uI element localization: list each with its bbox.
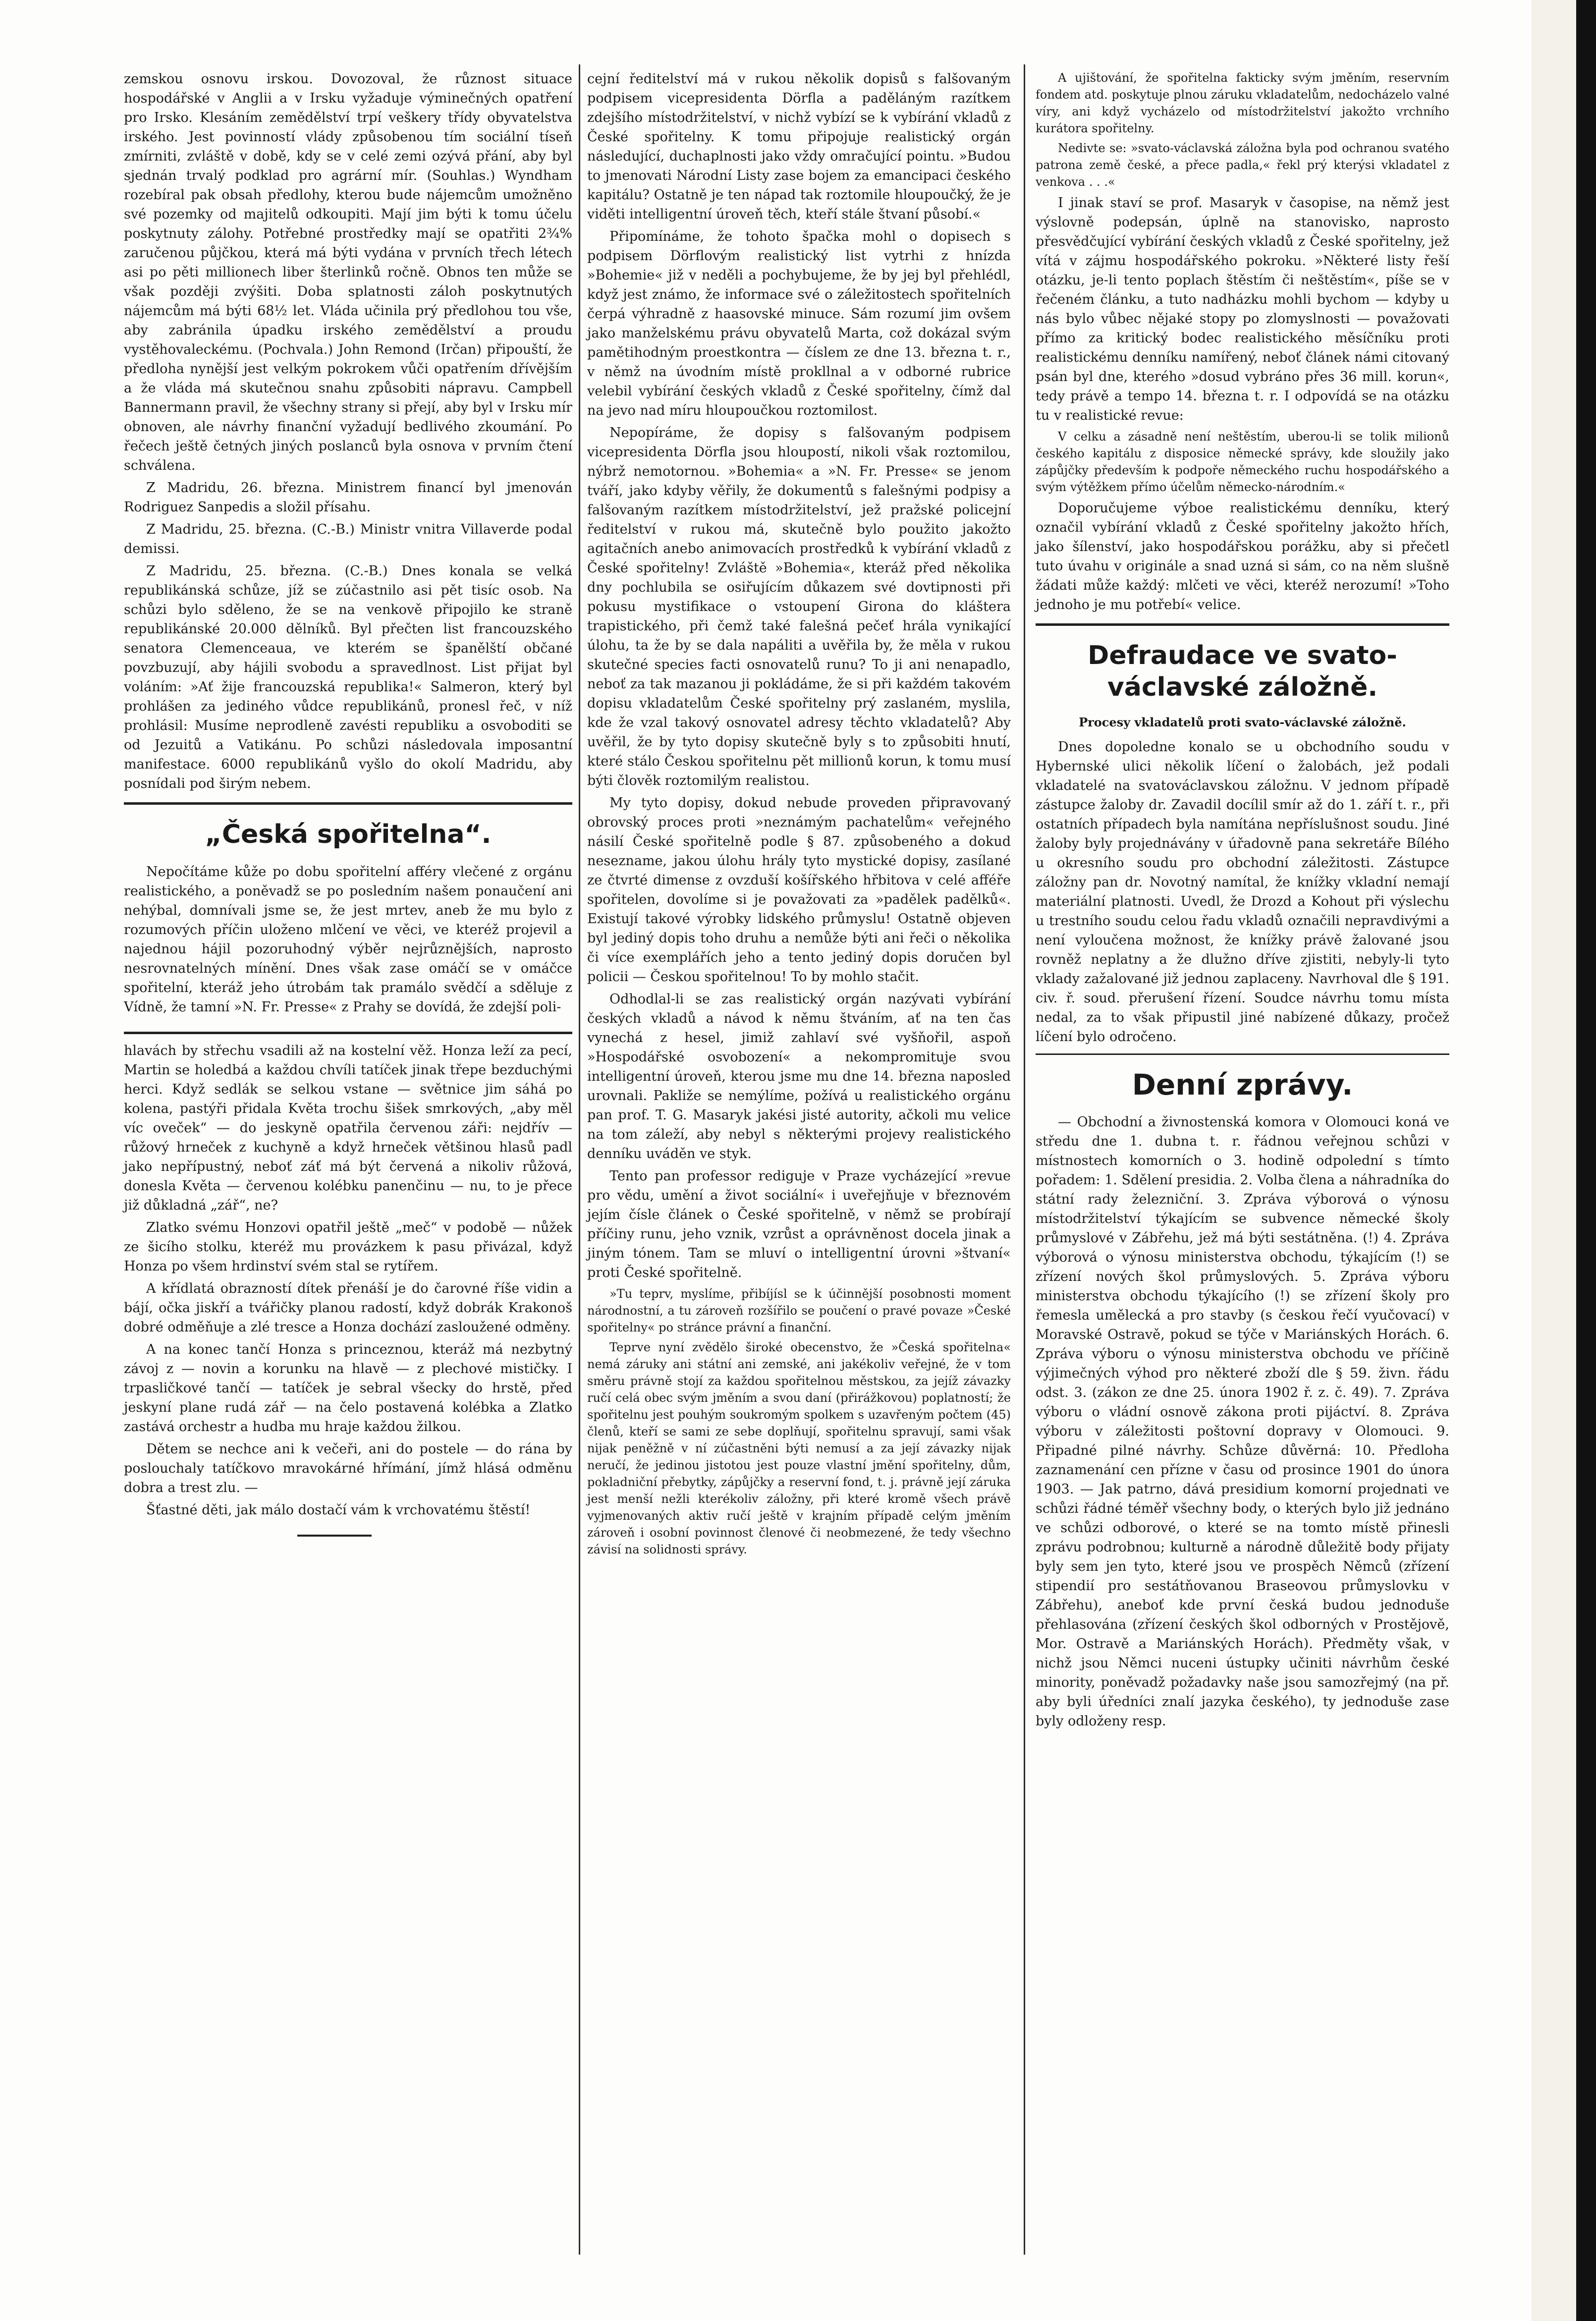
news-para: — Obchodní a živnostenská komora v Olomouci koná ve středu dne 1. dubna t. r. řádnou veřejnou schůzi v místnostech komorních o 3. hodině odpolední s tímto pořadem: 1. Sdělení presidia. 2. Volba člena a náhradníka do státní rady železniční. 3. Zpráva výborová o výnosu místodržitelství týkajícím se subvence německé školy průmyslové v Zábřehu, jež má býti sestátněna. (!) 4. Zpráva výborová o výnosu ministerstva obchodu, týkajícím (!) se zřízení nových škol průmyslových. 5. Zpráva výboru ministerstva obchodu týkajícího (!) se zřízení školy pro řemesla umělecká a pro stavby (s českou řečí vyučovací) v Moravské Ostravě, pokud se týče v Mariánských Horách. 6. Zpráva výboru o výnosu ministerstva obchodu ve příčině výjimečných výhod pro některé zboží dle § 59. živn. řádu odst. 3. (zákon ze dne 25. února 1902 ř. z. č. 49). 7. Zpráva výboru o vládní osnově zákona proti pijáctví. 8. Zpráva výboru v záležitosti poštovní dopravy v Olomouci. 9. Připadné pilné návrhy. Schůze důvěrná: 10. Předloha zaznamenání cen přízne v času od prosince 1901 do února 1903. — Jak patrno, dává presidium komorní projednati ve schůzi řádné téměř všechny body, o kterých bylo již jednáno ve schůzi odborové, o které se na tomto místě přinesli zprávu podrobnou; kulturně a národně důležitě body přijaty byly sem jen tyto, které jsou ve prospěch Němců (zřízení stipendií pro sestátňovanou Braseovou průmyslovku v Zábřehu), aneboť kde první česká budou jednoduše přehlasována (zřízení českých škol odborných v Prostějově, Mor. Ostravě a Mariánských Horách). Předměty však, v nichž jsou Němci nuceni ústupky učiniti návrhům české minority, poněvadž požadavky naše jsou samozřejmý (na př. aby byli úředníci znalí jazyka českého), ty jednoduše zase byly odloženy resp. — [1036, 1114, 1449, 1729]
feuilleton-para: A křídlatá obrazností dítek přenáší je do čarovné říše vidin a bájí, očka jiskří a tvářičky planou radostí, když dobrák Krakonoš dobré odměňuje a zlé tresce a Honza dochází zasloužené odměny. — [124, 1281, 572, 1335]
news-madrid-1: Z Madridu, 26. března. Ministrem financí byl jmenován Rodriguez Sanpedis a složil přísahu. — [124, 480, 572, 515]
article-para: Odhodlal-li se zas realistický orgán nazývati vybírání českých vkladů a návod k němu štváním, ať na ten čas vynechá z hesel, jimiž zahlaví své vyšňořil, aspoň »Hospodářské osvobození« a nekompromituje svou intelligentní úroveň, kterou jsme mu dne 14. března naposled urovnali. Pakliže se nemýlíme, požívá u realistického orgánu pan prof. T. G. Masaryk jakési jisté autority, ačkoli mu velice na tom záleží, aby nebyl s některými projevy realistického denníku uváděn ve styk. — [587, 992, 1011, 1161]
subheading-procesy: Procesy vkladatelů proti svato-václavské záložně. — [1079, 715, 1406, 729]
article-ireland: zemskou osnovu irskou. Dovozoval, že různost situace hospodářské v Anglii a v Irsku vyžaduje výminečných opatření pro Irsko. Klesáním zemědělství trpí veškery třídy obyvatelstva irského. Jest povinností vlády způsobenou tím sociální tíseň zmírniti, zvláště v době, kdy se v celé zemi ozývá přání, aby byl sjednán trvalý podklad pro agrární mír. (Souhlas.) Wyndham rozebíral pak obsah předlohy, kterou bude nájemcům umožněno své pozemky od majitelů odkoupiti. Mají jim býti k tomu účelu poskytnuty zálohy. Potřebné prostředky mají se opatřiti 2¾% zaručenou půjčkou, která má býti vydána v prvních třech létech asi po pěti millionech liber šterlinků ročně. Obnos ten může se však později zvýšiti. Doba splatnosti záloh poskytnutých nájemcům má býti 68½ let. Vláda učinila prý předlohou tou vše, aby zabránila úpadku irského zemědělství a proudu vystěhovaleckému. (Pochvala.) John Remond (Irčan) připouští, že předloha nynější jest velkým pokrokem vůči opatřením dřívějším a že vláda má skutečnou snahu způsobiti nápravu. Campbell Bannermann pravil, že všechny strany si přejí, aby byl v Irsku mír obnoven, ale návrhy finanční vyžadují bedlivého zkoumání. Po řečech ještě četných jiných poslanců byla osnova v prvním čtení schválena. — [124, 71, 572, 473]
heading-defraudace: Defraudace ve svato-václavské záložně. — [1088, 641, 1397, 702]
news-madrid-2: Z Madridu, 25. března. (C.-B.) Ministr vnitra Villaverde podal demissi. — [124, 522, 572, 556]
feuilleton-para: Šťastné děti, jak málo dostačí vám k vrchovatému štěstí! — [146, 1502, 531, 1518]
news-madrid-3: Z Madridu, 25. března. (C.-B.) Dnes konala se velká republikánská schůze, jíž se zúčastnilo asi pět tisíc osob. Na schůzi bylo sděleno, že se na venkově připojilo ke straně republikánské 20.000 dělníků. Byl přečten list francouzského senatora Clemenceaua, ve kterém se španělští občané povzbuzují, aby hájili svobodu a spravedlnost. List přijat byl voláním: »Ať žije francouzská republika!« Salmeron, který byl prohlášen za jediného vůdce republikánů, pronesl řeč, v níž prohlásil: Musíme neprodleně zavésti republiku a osvoboditi se od Jezuitů a Vatikánu. Po schůzi následovala imposantní manifestace. 6000 republikánů vyšlo do okolí Madridu, aby posnídali pod širým nebem. — [124, 563, 572, 791]
article-para: Připomínáme, že tohoto špačka mohl o dopisech s podpisem Dörflovým realistický list vytrhi z hnízda »Bohemie« již v neděli a pochybujeme, že by jej byl přehlédl, když jest známo, že informace své o záležitostech spořitelních čerpá výhradně z haasovské minuce. Sám rozumí jim ovšem jako manželskému právu obyvatelů Marta, což dokázal svým pamětihodným proestkontra — číslem ze dne 13. března t. r., v němž na úvodním místě prokllnal a v odborné rubrice velebil vybírání českých vkladů z České spořitelny, čímž dal na jevo nad míru hloupoučkou roztomilost. — [587, 229, 1011, 418]
column-3 — [1036, 69, 1449, 1734]
heading-ceska-sporitelna: „Česká spořitelna“. — [205, 820, 492, 849]
feuilleton-para: Dětem se nechce ani k večeři, ani do postele — do rána by poslouchaly tatíčkovo mravokárné hřímání, jímž hlásá odměnu dobra a trest zlu. — — [124, 1441, 572, 1495]
quote-cont-2: Nedivte se: »svato-václavská záložna byla pod ochranou svatého patrona země české, a přece padla,« řekl prý kterýsi vkladatel z venkova . . .« — [1036, 141, 1449, 189]
article-para: Doporučujeme výboe realistickému denníku, který označil vybírání vkladů z České spořitelny jakožto hřích, jako šílenství, jako hospodářskou porážku, aby si přečetl tuto úvahu v originále a snad uzná si sám, co na něm slušně žádati může každý: mlčeti ve věci, kteréž nerozumí! »Toho jednoho je mu potřebí« velice. — [1036, 500, 1449, 612]
article-para: Nepopíráme, že dopisy s falšovaným podpisem vicepresidenta Dörfla jsou hloupostí, nikoli však roztomilou, nýbrž nemotornou. »Bohemia« a »N. Fr. Presse« se jenom tváří, jako kdyby věřily, že dokumentů s falešnými podpisy a falšovaným razítkem místodržitelství, jež pražské policejní ředitelství v rukou má, skutečně bylo použito jakožto agitačních anebo animovacích prostředků k vybírání vkladů z České spořitelny! Zvláště »Bohemia«, kteráž před několika dny pochlubila se osiřujícím důkazem své dovtipnosti při pokusu mystifikace o vstoupení Girona do kláštera trapistického, při čemž také falešná pečeť hrála vynikající úlohu, ta že by se dala napáliti a uvěřila by, že měla v rukou skutečné species facti osnovatelů runu? To ji ani nenapadlo, neboť za tak mazanou ji pokládáme, že si při každém takovém dopisu vkladatelům České spořitelny prý zaslaném, myslila, kde že vzal takový osnovatel adresy těchto vkladatelů? Aby uvěřil, že by tyto dopisy skutečně byly s to způsobiti hnutí, které stálo Českou spořitelnu pět millionů korun, k tomu musí býti člověk roztomilým realistou. — [587, 425, 1011, 788]
feuilleton-para: A na konec tančí Honza s princeznou, kteráž má nezbytný závoj z — novin a korunku na hlavě — z plechové mističky. I trpasličkové tančí — tatíček je sebral všecky do hrstě, před jeskyní plane rudá zář — na čelo postavená kolébka a Zlatko zastává orchestr a hudba mu hraje každou žilkou. — [124, 1342, 572, 1435]
column-1 — [124, 69, 572, 1537]
scan-edge — [1576, 0, 1596, 2321]
column-rule-1 — [579, 64, 580, 2255]
page-margin — [1532, 0, 1576, 2321]
column-2 — [587, 69, 1011, 1561]
article-para: Dnes dopoledne konalo se u obchodního soudu v Hybernské ulici několik líčení o žalobách, jež podali vkladatelé na svatováclavskou záložnu. V jednom případě zástupce žaloby dr. Zavadil docílil smír až do 1. září t. r., při ostatních případech byla namítána nepříslušnost soudu. Jiné žaloby byly projednávány v úřadovně pana sekretáře Bílého u okresního soudu pro obchodní záležitosti. Zástupce záložny pan dr. Novotný namítal, že knížky vkladní nemají materiální platnosti. Uvedl, že Drozd a Kohout při výslechu u trestního soudu celou řadu vkladů označili nepravdivými a není vyloučena možnost, že knížky právě žalované jsou rovněž neplatny a že dlužno dříve zjistiti, nebyly-li tyto vklady zažalované již jednou zaplaceny. Navrhoval dle § 191. civ. ř. soud. přerušení řízení. Soudce návrhu tomu místa nedal, za to však připustil jiné nabízené důkazy, pročež líčení bylo odročeno. — [1036, 739, 1449, 1045]
quote-cont: A ujištování, že spořitelna fakticky svým jměním, reservním fondem atd. poskytuje plnou záruku vkladatelům, nedocházelo valné víry, ani když vycházelo od místodržitelství jakožto vrchního kurátora spořitelny. — [1036, 71, 1449, 135]
article-para: cejní ředitelství má v rukou několik dopisů s falšovaným podpisem vicepresidenta Dörfla a paděláným razítkem zdejšího místodržitelství, v nichž vybízí se k vybírání vkladů z České spořitelny. K tomu připojuje realistický orgán následující, duchaplnosti jako vždy omračující pointu. »Budou to jmenovati Národní Listy zase bojem za emancipaci českého kapitálu? Ostatně je ten nápad tak roztomile hloupoučký, že je viděti intelligentní úroveň těch, kteří stále štvaní působí.« — [587, 71, 1011, 222]
end-rule — [297, 1535, 372, 1537]
section-divider — [1036, 623, 1449, 626]
article-sporitelna: Nepočítáme kůže po dobu spořitelní afféry vlečené z orgánu realistického, a poněvadž se po posledním našem ponaučení ani nehýbal, domnívali jsme se, že jest mrtev, aneb že mu bylo z rozumových příčin uloženo mlčení ve věci, ve kteréž projevil a najednou hájil pozoruhodný výběr nejrůznějších, naprosto nesrovnatelných mínění. Dnes však zase omáčí se v omáčce spořitelní, kteráž jeho útrobám tak pramálo svědčí a sděluje z Vídně, že tamní »N. Fr. Presse« z Prahy se dovídá, že zdejší poli- — [124, 864, 572, 1015]
quote-para: Teprve nyní zvědělo široké obecenstvo, že »Česká spořitelna« nemá záruky ani státní ani zemské, ani jakékoliv veřejné, že v tom směru právně stojí za každou spořitelnou městskou, za jejíž závazky ručí celá obec svým jměním a svou daní (přirážkovou) poplatností; že spořitelnu jest pouhým soukromým spolkem s uzavřeným počtem (45) členů, kteří se sami ze sebe doplňují, spořitelnu spravují, sami však nijak peněžně v ní zúčastněni býti nemusí a za její závazky nijak neručí, že jedinou jistotou jest pouze vlastní jmění spořitelny, dům, pokladniční přebytky, zápůjčky a reservní fond, t. j. právně její záruka jest menší nežli kterékoliv záložny, při které kromě všech právě vyjmenovaných aktiv ručí ještě v krajním případě celým jměním zároveň i osobní povinnost členové či neobmezené, že tedy všechno závisí na solidnosti správy. — [587, 1340, 1011, 1556]
heading-denni-zpravy: Denní zprávy. — [1132, 1068, 1353, 1102]
feuilleton-para: hlavách by střechu vsadili až na kostelní věž. Honza leží za pecí, Martin se holedbá a každou chvíli tatíček jinak třepe bezduchými herci. Když sedlák se selkou vstane — světnice jim sáhá po kolena, pastýři přidala Květa trochu šišek smrkových, „aby měl víc oveček“ — do jeskyně opatřila červenou záři: nejdřív — růžový hrneček z kuchyně a když hrneček většinou hlasů padl jako nepřípustný, neboť záť má být červená a nikoliv růžová, donesla Květa — červenou kolébku panenčinu — nu, to je přece již důkladná „zář“, ne? — [124, 1043, 572, 1213]
article-para: I jinak staví se prof. Masaryk v časopise, na němž jest výslovně podepsán, úplně na stanovisko, naprosto přesvědčující vybírání českých vkladů z České spořitelny, jež vítá v zájmu hospodářského pokroku. »Některé listy řeší otázku, je-li tento poplach štěstím či neštěstím«, píše se v řečeném článku, a tuto nadházku mohli bychom — kdyby u nás bylo vůbec nějaké stopy po zlomyslnosti — považovati přímo za kritický bodec realistického měsíčníku proti realistickému denníku namířený, neboť článek námi citovaný psán byl dne, kterého »dosud vybráno přes 36 mill. korun«, tedy právě a tempo 14. března t. r. I odpovídá se na otázku tu v realistické revue: — [1036, 195, 1449, 423]
article-para: My tyto dopisy, dokud nebude proveden připravovaný obrovský proces proti »neznámým pachatelům« veřejného násilí České spořitelně podle § 87. způsobeného a dokud nesezname, jakou úlohu hrály tyto mystické dopisy, zasílané ze čtvrté dimense z ovzduší košířského hřbitova v celé afféře spořitelen, dovolíme si je považovati za »padělek padělků«. Existují takové výrobky lidského průmyslu! Ostatně objeven byl jediný dopis toho druhu a nemůže býti ani řeči o několika či více exemplářích jeho a tento jediný dopis doručen byl policii — Českou spořitelnou! To by mohlo stačit. — [587, 795, 1011, 985]
quote-para: »Tu teprv, myslíme, přibíjísl se k účinnější posobnosti moment národnostní, a tu zároveň rozšířilo se poučení o pravé povaze »České spořitelny« po stránce právní a finanční. — [587, 1287, 1011, 1334]
article-para: Tento pan professor rediguje v Praze vycházející »revue pro vědu, umění a život sociální« i uveřejňuje v březnovém jejím čísle článek o České spořitelně, v němž se probírají příčiny runu, jeho vznik, vzrůst a oprávněnost docela jinak a jiným tónem. Tam se mluví o intelligentní úrovni »štvaní« proti České spořitelně. — [587, 1168, 1011, 1280]
feuilleton-para: Zlatko svému Honzovi opatřil ještě „meč“ v podobě — nůžek ze šicího stolku, kteréž mu provázkem k pasu přivázal, když Honza po všem hrdinství svém stal se rytířem. — [124, 1220, 572, 1274]
feuilleton-divider — [124, 1032, 572, 1034]
section-divider — [1036, 1053, 1449, 1055]
section-divider — [124, 802, 572, 805]
quote-2: V celku a zásadně není neštěstím, uberou-li se tolik milionů českého kapitálu z disposice německé správy, kde sloužily jako zápůjčky především k podpoře německého ruchu hospodářského a svým výtěžkem přímo účelům německo-národním.« — [1036, 430, 1449, 494]
column-rule-2 — [1024, 64, 1025, 2255]
